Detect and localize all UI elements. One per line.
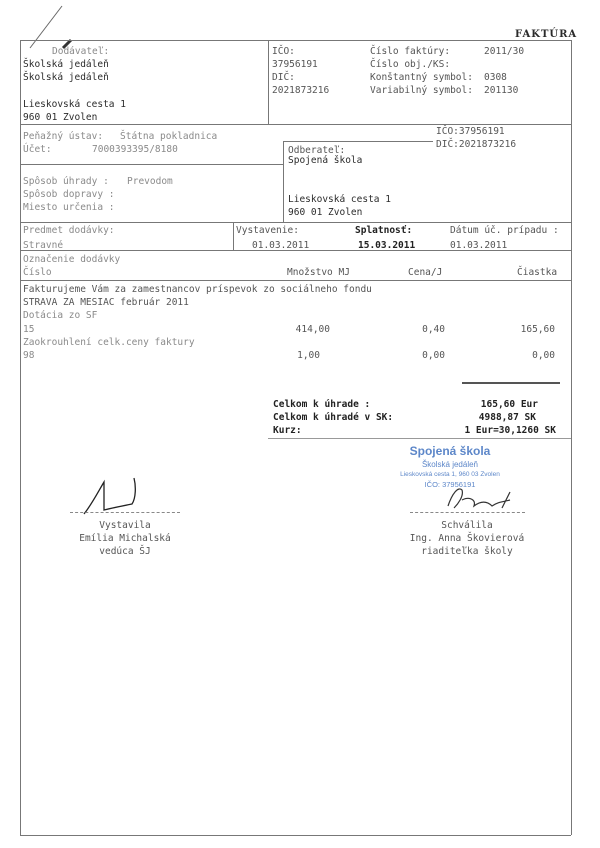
issue-date: 01.03.2011 [252,240,310,251]
constant-symbol-label: Konštantný symbol: [370,72,473,83]
delivery-method-label: Spôsob dopravy : [23,189,115,200]
order-number-label: Číslo obj./KS: [370,59,451,70]
supplier-street: Lieskovská cesta 1 [23,99,126,110]
number-header: Číslo [23,267,52,278]
account-number: 7000393395/8180 [92,144,178,155]
designation-header: Označenie dodávky [23,254,121,265]
supplier-ico: 37956191 [272,59,318,70]
rule-payment [20,222,571,223]
supplier-name-2: Školská jedáleň [23,72,109,83]
tax-date: 01.03.2011 [450,240,508,251]
right-signature [440,480,520,514]
rule-subject [20,250,571,251]
approver-role: Schválila [441,520,493,531]
total-label: Celkom k úhrade : [273,399,371,410]
issue-date-label: Vystavenie: [236,225,299,236]
frame-left [20,40,21,835]
document-title: FAKTÚRA [515,29,578,40]
customer-city: 960 01 Zvolen [288,207,363,218]
rule-bank [20,164,283,165]
customer-name: Spojená škola [288,155,363,166]
price-header: Cena/J [408,267,443,278]
payment-method-label: Spôsob úhrady : [23,176,109,187]
stamp-line-3: Lieskovská cesta 1, 960 03 Zvolen [400,471,500,478]
issuer-role: Vystavila [99,520,151,531]
divider-supplier [268,40,269,124]
subject-label: Predmet dodávky: [23,225,115,236]
account-label: Účet: [23,144,52,155]
quantity-header: Množstvo MJ [287,267,350,278]
item-intro-1: Fakturujeme Vám za zamestnancov príspevok zo sociálneho fondu [23,284,372,295]
item-2-price: 0,00 [422,350,445,361]
item-2-amount: 0,00 [532,350,555,361]
approver-title: riaditeľka školy [421,546,513,557]
rule-items-header [20,280,571,281]
destination-label: Miesto určenia : [23,202,115,213]
variable-symbol-label: Variabilný symbol: [370,85,473,96]
due-date: 15.03.2011 [358,240,416,251]
supplier-name: Školská jedáleň [23,59,109,70]
supplier-city: 960 01 Zvolen [23,112,98,123]
item-1-price: 0,40 [422,324,445,335]
customer-street: Lieskovská cesta 1 [288,194,391,205]
item-intro-2: STRAVA ZA MESIAC február 2011 [23,297,189,308]
left-signature-line [70,512,180,513]
item-2-description: Zaokrouhlení celk.ceny faktury [23,337,195,348]
stamp-line-2: Školská jedáleň [421,460,479,469]
frame-right [571,40,572,835]
item-2-quantity: 1,00 [297,350,320,361]
tax-date-label: Dátum úč. prípadu : [450,225,559,236]
rule-totals [268,438,571,439]
customer-label: Odberateľ: [288,145,346,156]
exchange-rate-label: Kurz: [273,425,302,436]
customer-box-left [283,141,284,222]
item-1-amount: 165,60 [520,324,555,335]
rule-sum [462,382,560,384]
total-sk-label: Celkom k úhradé v SK: [273,412,394,423]
customer-ico: IČO:37956191 [436,126,505,137]
stamp-line-4: IČO: 37956191 [424,480,476,489]
supplier-dic-label: DIČ: [272,72,295,83]
rule-header [20,124,571,125]
supplier-label: Dodávateľ: [52,46,110,57]
stamp-line-1: Spojená škola [409,444,491,458]
bank-name: Štátna pokladnica [120,131,218,142]
approver-name: Ing. Anna Škovierová [409,533,525,544]
issuer-title: vedúca ŠJ [99,546,151,557]
invoice-number: 2011/30 [484,46,525,57]
invoice-number-label: Číslo faktúry: [370,46,451,57]
total-sk-amount: 4988,87 SK [478,412,536,423]
divider-subject [233,222,234,250]
due-date-label: Splatnosť: [355,225,413,236]
item-2-number: 98 [23,350,35,361]
frame-bottom [20,835,571,836]
customer-dic: DIČ:2021873216 [436,139,517,150]
amount-header: Čiastka [517,267,558,278]
item-1-quantity: 414,00 [295,324,330,335]
subject-value: Stravné [23,240,64,251]
bank-label: Peňažný ústav: [23,131,104,142]
frame-top [20,40,571,41]
variable-symbol: 201130 [484,85,519,96]
exchange-rate: 1 Eur=30,1260 SK [464,425,556,436]
total-amount: 165,60 Eur [480,399,538,410]
issuer-name: Emília Michalská [79,533,171,544]
constant-symbol: 0308 [484,72,507,83]
payment-method: Prevodom [127,176,173,187]
item-1-description: Dotácia zo SF [23,310,98,321]
right-signature-line [410,512,525,513]
customer-box-top [283,141,433,142]
supplier-dic: 2021873216 [272,85,330,96]
supplier-ico-label: IČO: [272,46,295,57]
item-1-number: 15 [23,324,35,335]
